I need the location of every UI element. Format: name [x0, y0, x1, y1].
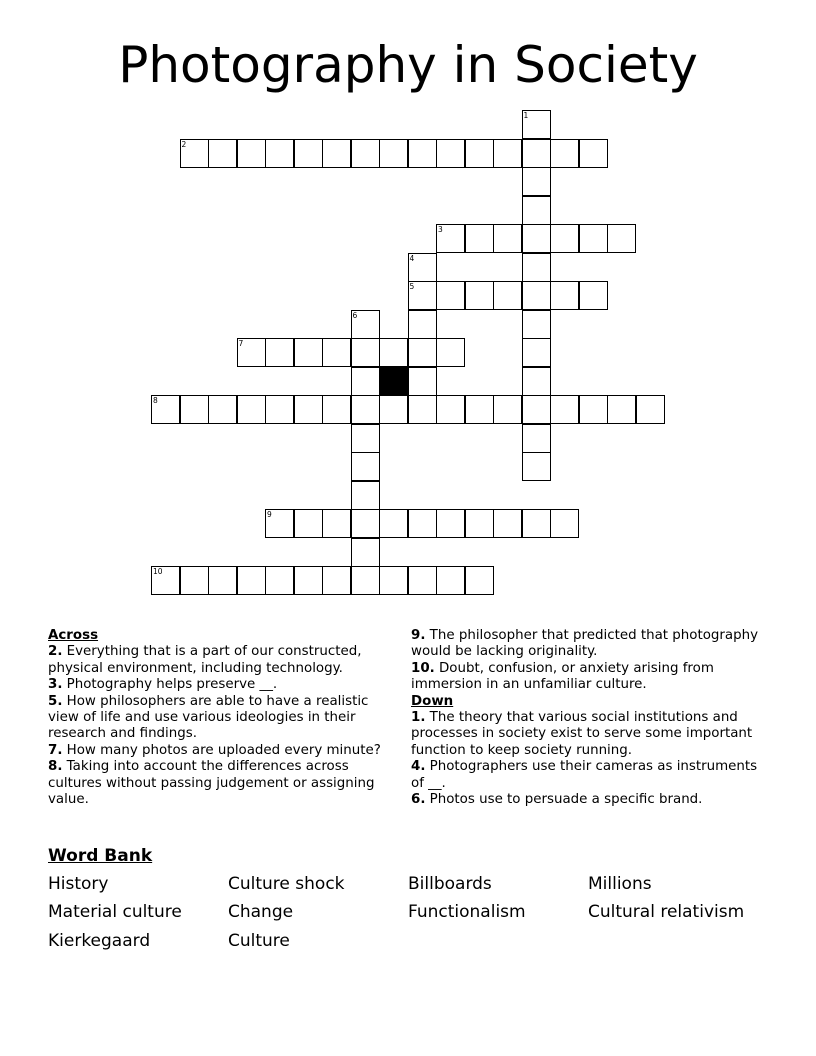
grid-cell[interactable]: [265, 139, 294, 168]
grid-cell[interactable]: [607, 224, 636, 253]
clue-number-label: 7: [238, 339, 244, 348]
grid-cell[interactable]: [607, 395, 636, 424]
grid-cell[interactable]: [294, 395, 323, 424]
grid-cell[interactable]: [351, 424, 380, 453]
grid-cell[interactable]: [465, 139, 494, 168]
word-bank-item: Millions: [588, 874, 652, 894]
grid-cell[interactable]: [522, 310, 551, 339]
grid-cell[interactable]: [351, 139, 380, 168]
grid-cell[interactable]: [522, 395, 551, 424]
down-heading: Down: [411, 693, 454, 709]
grid-cell[interactable]: [522, 281, 551, 310]
word-bank-title: Word Bank: [48, 846, 153, 866]
grid-cell[interactable]: [351, 566, 380, 595]
word-bank-item: Kierkegaard: [48, 931, 151, 951]
grid-cell[interactable]: [237, 566, 266, 595]
word-bank-item: Cultural relativism: [588, 902, 745, 922]
grid-cell[interactable]: [408, 338, 437, 367]
grid-cell[interactable]: [522, 139, 551, 168]
grid-cell[interactable]: [237, 395, 266, 424]
grid-cell[interactable]: [493, 139, 522, 168]
grid-cell[interactable]: [351, 481, 380, 510]
grid-cell[interactable]: [408, 139, 437, 168]
grid-cell[interactable]: [408, 395, 437, 424]
grid-cell[interactable]: [436, 224, 465, 253]
grid-cell[interactable]: [579, 281, 608, 310]
grid-cell[interactable]: [408, 367, 437, 396]
clue-number-label: 4: [409, 253, 415, 263]
clue-number-label: 5: [409, 282, 415, 291]
grid-cell[interactable]: [579, 395, 608, 424]
word-bank-item: Culture shock: [228, 874, 345, 894]
grid-cell[interactable]: [436, 509, 465, 538]
grid-cell[interactable]: [237, 139, 266, 168]
grid-cell[interactable]: [550, 281, 579, 310]
grid-cell[interactable]: [208, 395, 237, 424]
clue-down-4: 4. Photographers use their cameras as instruments of __.: [411, 759, 758, 791]
clue-across-3: 3. Photography helps preserve __.: [48, 677, 278, 693]
clue-across-5: 5. How philosophers are able to have a realistic view of life and use various ideologies in their research and findings.: [48, 693, 369, 742]
clue-number-label: 2: [181, 139, 187, 149]
grid-cell[interactable]: [294, 139, 323, 168]
grid-cell[interactable]: [351, 395, 380, 424]
grid-cell[interactable]: [322, 566, 351, 595]
clue-number-label: 6: [352, 310, 358, 320]
clue-across-2: 2. Everything that is a part of our constructed, physical environment, including technology.: [48, 644, 362, 676]
grid-cell[interactable]: [436, 395, 465, 424]
clues-right-column: [411, 628, 761, 808]
grid-cell[interactable]: [436, 139, 465, 168]
grid-cell[interactable]: [208, 566, 237, 595]
grid-cell[interactable]: [522, 452, 551, 481]
grid-cell[interactable]: [351, 338, 380, 367]
clue-across-8: 8. Taking into account the differences across cultures without passing judgement or assigning value.: [48, 759, 375, 808]
clue-number-label: 9: [267, 510, 272, 519]
grid-cell[interactable]: [180, 395, 209, 424]
puzzle-title: Photography in Society: [118, 36, 698, 94]
grid-cell[interactable]: [379, 139, 408, 168]
grid-cell[interactable]: [408, 281, 437, 310]
clue-across-7: 7. How many photos are uploaded every minute?: [48, 742, 381, 758]
grid-cell[interactable]: [522, 367, 551, 396]
clue-number-label: 10: [153, 567, 163, 576]
grid-cell[interactable]: [550, 509, 579, 538]
grid-cell[interactable]: [636, 395, 665, 424]
grid-cell[interactable]: [265, 509, 294, 538]
grid-cell[interactable]: [550, 224, 579, 253]
grid-cell[interactable]: [322, 509, 351, 538]
grid-cell[interactable]: [294, 566, 323, 595]
across-heading: Across: [48, 628, 99, 643]
grid-cell[interactable]: [522, 196, 551, 225]
grid-cell[interactable]: [436, 338, 465, 367]
grid-cell[interactable]: [151, 395, 180, 424]
grid-cell[interactable]: [522, 167, 551, 196]
grid-cell[interactable]: [237, 338, 266, 367]
grid-cell[interactable]: [550, 139, 579, 168]
grid-cell[interactable]: [351, 538, 380, 567]
clue-number-label: 3: [438, 225, 443, 234]
grid-cell[interactable]: [265, 338, 294, 367]
grid-cell[interactable]: [579, 224, 608, 253]
grid-block-cell: [379, 367, 408, 396]
grid-cell[interactable]: [180, 139, 209, 168]
grid-cell[interactable]: [265, 395, 294, 424]
grid-cell[interactable]: [465, 509, 494, 538]
grid-cell[interactable]: [493, 395, 522, 424]
grid-cell[interactable]: [180, 566, 209, 595]
clue-down-1: 1. The theory that various social institutions and processes in society exist to serve some important function to keep society running.: [411, 710, 753, 758]
grid-cell[interactable]: [151, 566, 180, 595]
grid-cell[interactable]: [436, 566, 465, 595]
grid-cell[interactable]: [322, 338, 351, 367]
grid-cell[interactable]: [493, 224, 522, 253]
clue-across-9: 9. The philosopher that predicted that photography would be lacking originality.: [411, 628, 759, 660]
grid-cell[interactable]: [465, 566, 494, 595]
grid-cell[interactable]: [522, 253, 551, 282]
grid-cell[interactable]: [351, 367, 380, 396]
grid-cell[interactable]: [379, 566, 408, 595]
grid-cell[interactable]: [379, 338, 408, 367]
grid-cell[interactable]: [408, 253, 437, 282]
grid-cell[interactable]: [351, 452, 380, 481]
word-bank-item: History: [48, 874, 109, 894]
grid-cell[interactable]: [208, 139, 237, 168]
grid-cell[interactable]: [550, 395, 579, 424]
clue-number-label: 1: [523, 111, 529, 120]
grid-cell[interactable]: [322, 139, 351, 168]
word-bank-item: Billboards: [408, 874, 492, 894]
grid-cell[interactable]: [522, 509, 551, 538]
grid-cell[interactable]: [408, 310, 437, 339]
clue-across-10: 10. Doubt, confusion, or anxiety arising from immersion in an unfamiliar culture.: [411, 660, 714, 693]
grid-cell[interactable]: [294, 509, 323, 538]
grid-cell[interactable]: [465, 224, 494, 253]
grid-cell[interactable]: [465, 281, 494, 310]
grid-cell[interactable]: [493, 281, 522, 310]
clue-down-6: 6. Photos use to persuade a specific brand.: [411, 792, 703, 808]
grid-cell[interactable]: [379, 509, 408, 538]
clues-left-column: [48, 628, 396, 808]
grid-cell[interactable]: [351, 310, 380, 339]
word-bank-item: Material culture: [48, 902, 182, 922]
grid-cell[interactable]: [265, 566, 294, 595]
grid-cell[interactable]: [379, 395, 408, 424]
grid-cell[interactable]: [522, 224, 551, 253]
word-bank-item: Change: [228, 902, 294, 922]
grid-cell[interactable]: [493, 509, 522, 538]
grid-cell[interactable]: [322, 395, 351, 424]
grid-cell[interactable]: [522, 110, 551, 139]
grid-cell[interactable]: [436, 281, 465, 310]
word-bank-item: Functionalism: [408, 902, 526, 922]
grid-cell[interactable]: [408, 566, 437, 595]
grid-cell[interactable]: [522, 338, 551, 367]
grid-cell[interactable]: [294, 338, 323, 367]
grid-cell[interactable]: [579, 139, 608, 168]
clue-number-label: 8: [153, 396, 158, 405]
grid-cell[interactable]: [408, 509, 437, 538]
grid-cell[interactable]: [465, 395, 494, 424]
grid-cell[interactable]: [351, 509, 380, 538]
grid-cell[interactable]: [522, 424, 551, 453]
word-bank-item: Culture: [228, 931, 290, 951]
